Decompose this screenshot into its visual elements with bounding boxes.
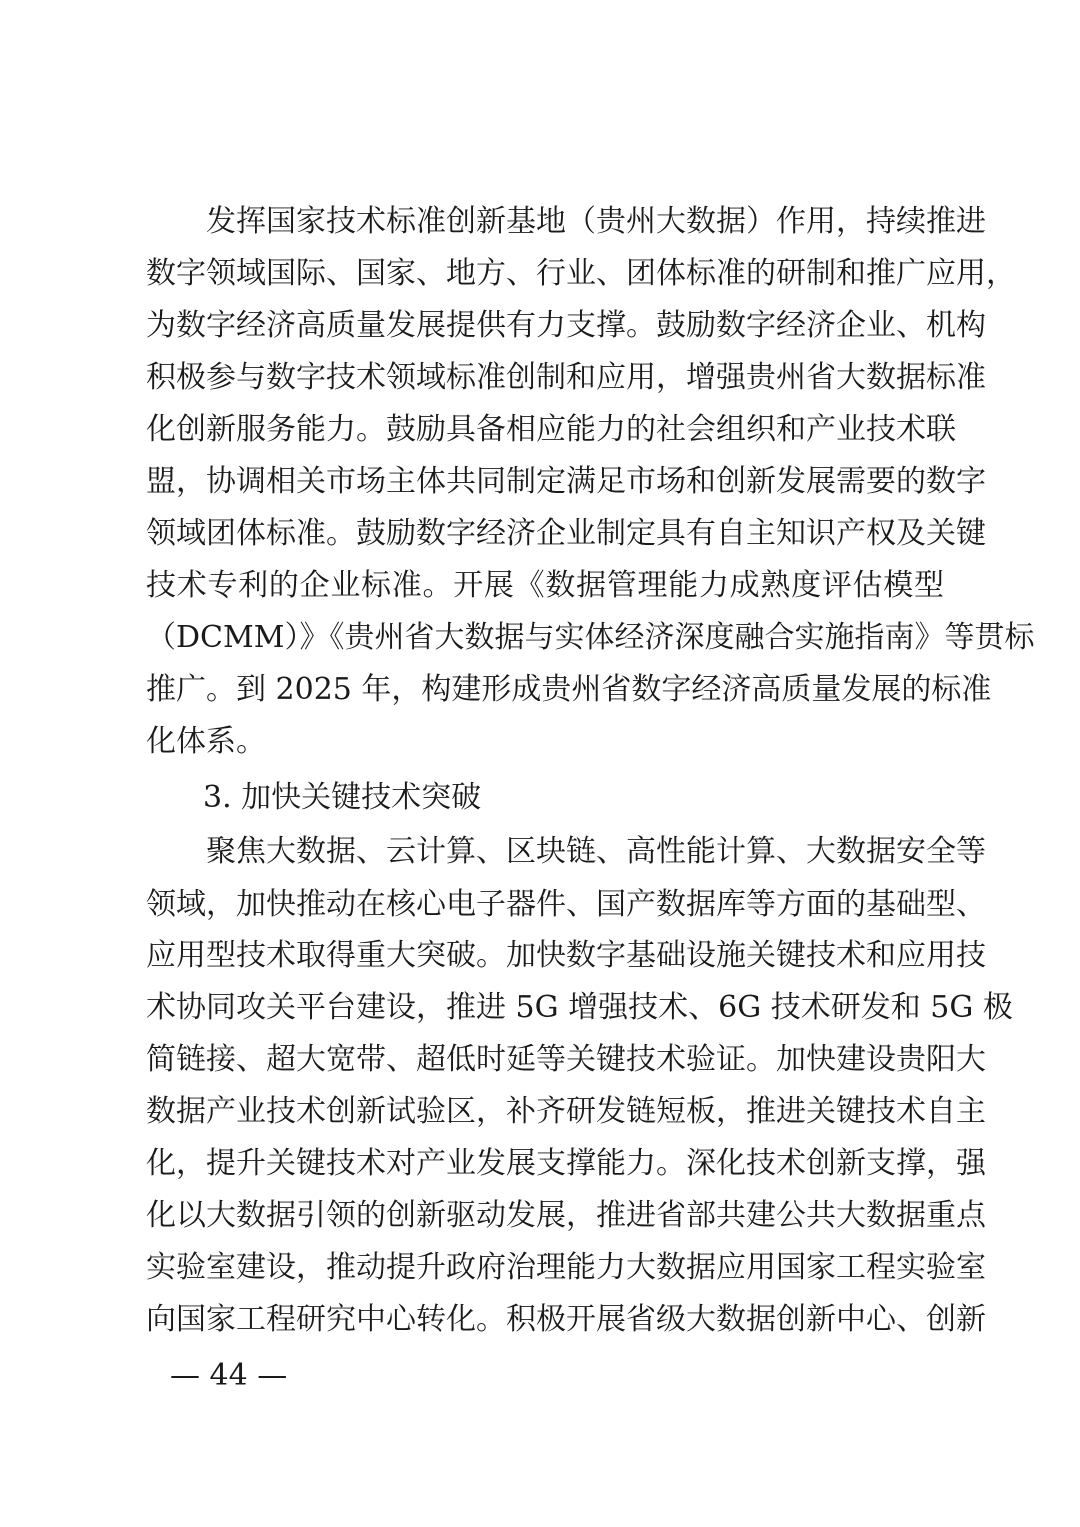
paragraph-2-line-7: 化，提升关键技术对产业发展支撑能力。深化技术创新支撑，强 [146,1146,986,1181]
page-number: — 44 — [170,1358,288,1393]
paragraph-1-line-11: 化体系。 [146,724,266,759]
paragraph-1-line-2: 数字领域国际、国家、地方、行业、团体标准的研制和推广应用， [146,256,1016,291]
paragraph-1-line-1: 发挥国家技术标准创新基地（贵州大数据）作用，持续推进 [206,204,986,239]
paragraph-1-line-7: 领域团体标准。鼓励数字经济企业制定具有自主知识产权及关键 [146,516,986,551]
paragraph-1-line-4: 积极参与数字技术领域标准创制和应用，增强贵州省大数据标准 [146,360,986,395]
paragraph-2-line-4: 术协同攻关平台建设，推进 5G 增强技术、6G 技术研发和 5G 极 [146,990,1013,1025]
paragraph-1-line-9: （DCMM）》《贵州省大数据与实体经济深度融合实施指南》等贯标 [146,620,1035,655]
paragraph-2-line-6: 数据产业技术创新试验区，补齐研发链短板，推进关键技术自主 [146,1094,986,1129]
paragraph-1-line-10: 推广。到 2025 年，构建形成贵州省数字经济高质量发展的标准 [146,672,992,707]
paragraph-2-line-10: 向国家工程研究中心转化。积极开展省级大数据创新中心、创新 [146,1302,986,1337]
paragraph-2-line-1: 聚焦大数据、云计算、区块链、高性能计算、大数据安全等 [206,834,986,869]
paragraph-2-line-5: 简链接、超大宽带、超低时延等关键技术验证。加快建设贵阳大 [146,1042,986,1077]
section-heading: 3. 加快关键技术突破 [203,780,482,815]
paragraph-1-line-3: 为数字经济高质量发展提供有力支撑。鼓励数字经济企业、机构 [146,308,986,343]
paragraph-1-line-5: 化创新服务能力。鼓励具备相应能力的社会组织和产业技术联 [146,412,956,447]
paragraph-2-line-8: 化以大数据引领的创新驱动发展，推进省部共建公共大数据重点 [146,1198,986,1233]
paragraph-2-line-9: 实验室建设，推动提升政府治理能力大数据应用国家工程实验室 [146,1250,986,1285]
paragraph-1-line-8: 技术专利的企业标准。开展《数据管理能力成熟度评估模型 [146,568,944,603]
paragraph-1-line-6: 盟，协调相关市场主体共同制定满足市场和创新发展需要的数字 [146,464,986,499]
paragraph-2-line-3: 应用型技术取得重大突破。加快数字基础设施关键技术和应用技 [146,938,986,973]
paragraph-2-line-2: 领域，加快推动在核心电子器件、国产数据库等方面的基础型、 [146,887,986,922]
